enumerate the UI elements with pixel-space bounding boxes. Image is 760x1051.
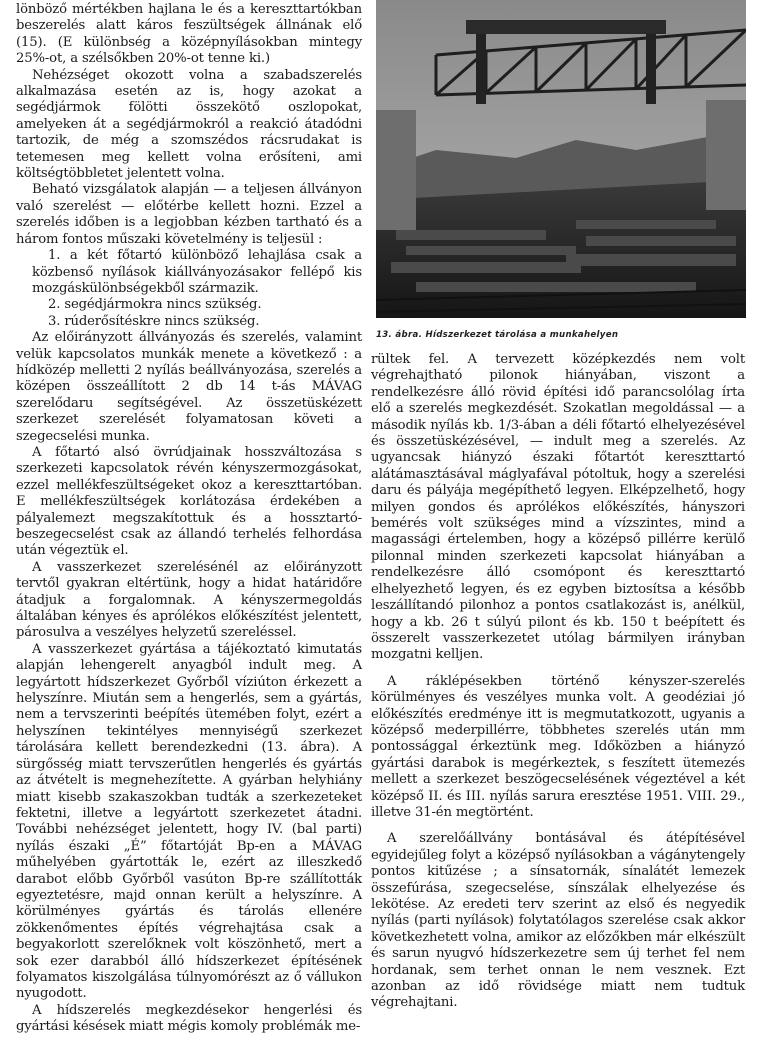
figure-caption: 13. ábra. Hídszerkezet tárolása a munkahelyen: [376, 330, 619, 340]
right-column: [371, 352, 745, 1012]
paragraph: A vasszerkezet szerelésénél az előirányzott tervtől gyakran eltértünk, hogy a hidat határidőre átadjuk a forgalomnak. A kényszermegoldás általában kényes és aprólékos előkészítést jelentett, párosulva a veszélyes helyzetű szereléssel.: [16, 559, 362, 641]
left-column: [16, 2, 362, 1036]
list-item: 1. a két főtartó különböző lehajlása csak a közbenső nyílások kiállványozásakor fellépő kis mozgáskülönbségekből származik.: [32, 248, 362, 296]
list-item: 3. rúderősítéskre nincs szükség.: [48, 313, 260, 329]
paragraph: A ráklépésekben történő kényszer-szerelés körülményes és veszélyes munka volt. A geodéziai jó előkészítés eredménye itt is megmutatkozott, ugyanis a középső mederpillérre, többhetes szerelés után mm pontossággal érkeztünk meg. Időközben a hiányzó gyártási darabok is megérkeztek, s feszített ütemezés mellett a szerkezet beszögecselésének végeztével a két középső II. és III. nyílás sarura eresztése 1951. VIII. 29., illetve 31-én megtörtént.: [371, 673, 745, 820]
paragraph: A főtartó alsó övrúdjainak hosszváltozása s szerkezeti kapcsolatok révén kényszermozgásokat, ezzel mellékfeszültségeket okoz a kereszttartóban. E mellékfeszültségek korlátozása érdekében a pályalemezt megszakítottuk és a hossztartó-beszegecselést csak az állandó terhelés felhordása után végeztük el.: [16, 444, 362, 559]
paragraph: rültek fel. A tervezett középkezdés nem volt végrehajtható pilonok hiányában, viszont a rendelkezésre álló rövid építési idő parancsolólag írta elő a szerelés megkezdését. Szokatlan megoldással — a második nyílás kb. 1/3-ában a déli főtartó elhelyezésével és összetüskézésével, — indult meg a szerelés. Az ugyancsak hiányzó északi főtartót kereszttartó alátámasztásával máglyafával pótoltuk, hogy a szerelési daru és pályája megépíthető legyen. Elképzelhető, hogy milyen gondos és aprólékos előkészítés, hányszori bemérés volt szükséges mind a vízszintes, mind a magassági értelemben, hogy a középső pillérre kerülő pilonnal minden szerkezeti kapcsolat hiányában a rendelkezésre álló csomópont és kereszttartó elhelyezhető legyen, és ez egyben biztosítsa a később leszállítandó pilonhoz a pontos csatlakozást is, anélkül, hogy a kb. 26 t súlyú pilont és kb. 150 t beépített és összerelt vasszerkezetet utólag bármilyen irányban mozgatni kelljen.: [371, 352, 745, 663]
paragraph: A vasszerkezet gyártása a tájékoztató kimutatás alapján lehengerelt anyagból indult meg. A legyártott hídszerkezet Győrből víziúton érkezett a helyszínre. Miután sem a hengerlés, sem a gyártás, nem a tervszerinti beépítés ütemében folyt, ezért a helyszínen tekintélyes mennyiségű szerkezet tárolására kellett berendezkedni (13. ábra). A sürgősség miatt tervszerűtlen hengerlés és gyártás az átvételt is megnehezítette. A gyárban helyhiány miatt kisebb szakaszokban tudták a szerkezeteket fektetni, illetve a legyártott szerkezetet átadni. További nehézséget jelentett, hogy IV. (bal parti) nyílás északi „É” főtartóját Bp-en a MÁVAG műhelyében gyártották le, ezért az illeszkedő darabot előbb Győrből vasúton Bp-re szállították egyeztetésre, majd onnan került a helyszínre. A körülményes gyártás és tárolás ellenére zökkenőmentes építés végrehajtása csak a begyakorlott szerelőknek volt köszönhető, mert a sok ezer darabból álló hídszerkezet építésének folyamatos kiszolgálása túlnyomórészt az ő vállukon nyugodott.: [16, 641, 362, 1002]
figure-photo-bridge-storage: [376, 0, 746, 318]
bridge-photo-illustration: [376, 0, 746, 318]
list-item: 2. segédjármokra nincs szükség.: [48, 297, 262, 313]
paragraph: A hídszerelés megkezdésekor hengerlési és gyártási késések miatt mégis komoly problémák me-: [16, 1002, 362, 1035]
paragraph: A szerelőállvány bontásával és átépítésével egyidejűleg folyt a középső nyílásokban a vágánytengely pontos kitűzése ; a sínsatornák, sínalátét lemezek összefúrása, szegecselése, sínszálak elhelyezése és lekötése. Az eredeti terv szerint az első és negyedik nyílás (parti nyílások) folytatólagos szerelése csak akkor következhetett volna, amikor az előzőkben már elkészült és sarun nyugvó hídszerkezetre sem új terhet fel nem hordanak, sem terhet onnan le nem vesznek. Ezt azonban az idő rövidsége miatt nem tudtuk végrehajtani.: [371, 831, 745, 1011]
paragraph: lönböző mértékben hajlana le és a kereszttartókban beszerelés alatt káros feszültségek állnának elő (15). (E különbség a középnyílásokban mintegy 25%-ot, a szélsőkben 20%-ot tenne ki.): [16, 2, 362, 67]
paragraph: Nehézséget okozott volna a szabadszerelés alkalmazása esetén az is, hogy azokat a segédjármok fölötti összekötő oszlopokat, amelyeken át a segédjármokról a reakció átadódni tartozik, de még a szomszédos rácsrudakat is tetemesen meg kellett volna erősíteni, ami költségtöbbletet jelentett volna.: [16, 67, 362, 182]
paragraph: Az előirányzott állványozás és szerelés, valamint velük kapcsolatos munkák menete a következő : a hídközép melletti 2 nyílás beállványozása, szerelés a középen összeállított 2 db 14 t-ás MÁVAG szerelődaru segítségével. Az összetüskézett szerkezet szerelését folyamatosan követi a szegecselési munka.: [16, 330, 362, 444]
paragraph: Beható vizsgálatok alapján — a teljesen állványon való szerelést — előtérbe kellett hozni. Ezzel a szerelés időben is a legjobban kézben tartható és a három fontos műszaki követelmény is teljesül :: [16, 182, 362, 247]
